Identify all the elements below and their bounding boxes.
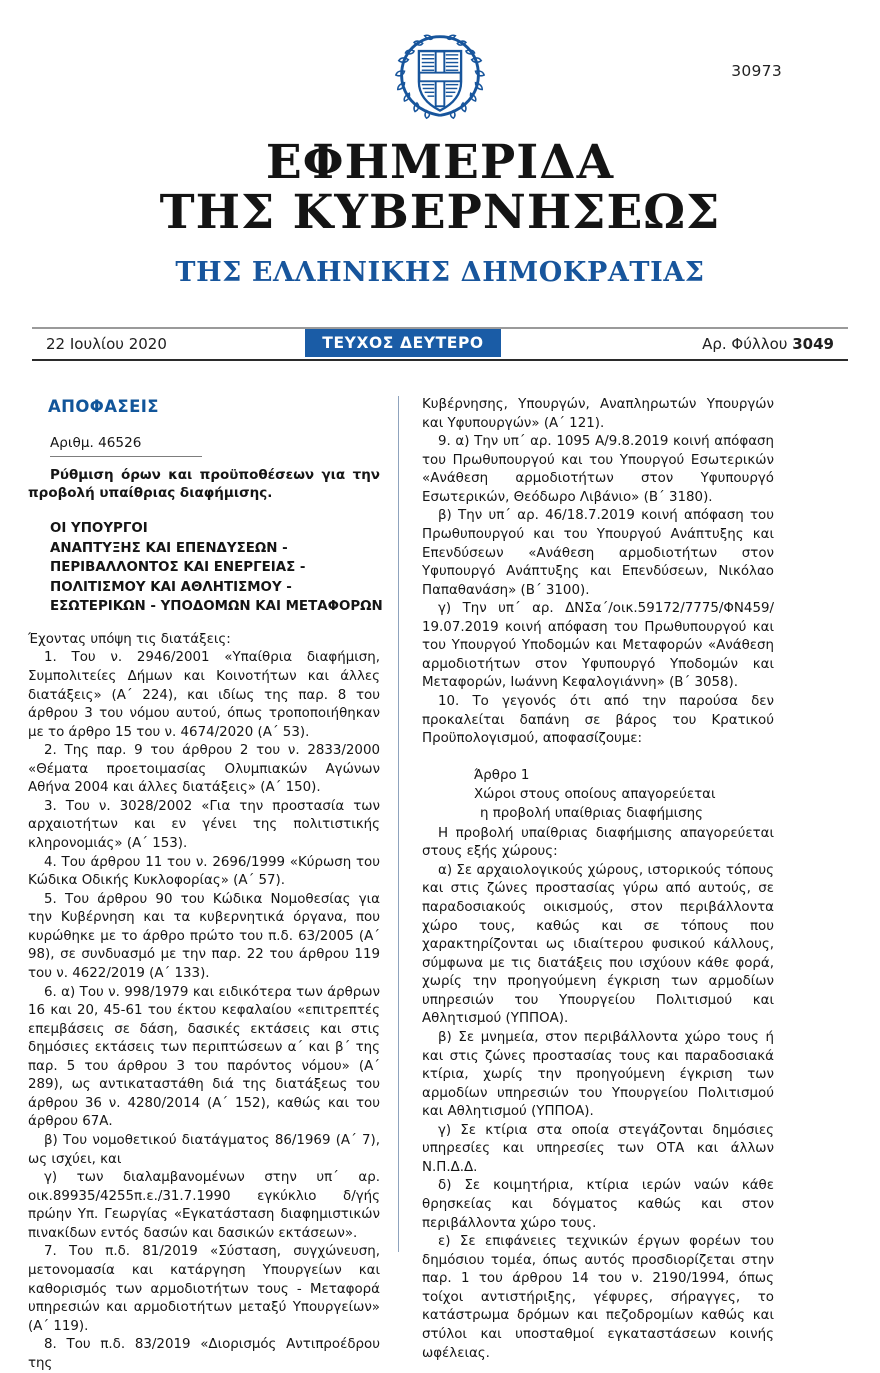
legal-reference-item: γ) Την υπ΄ αρ. ΔΝΣα΄/οικ.59172/7775/ΦΝ459/ 19.07.2019 κοινή απόφαση του Πρωθυπουργού και του Υπουργού Υποδομών και Μεταφορών «Ανάθεση αρμοδιοτήτων στον Υφυπουργό Υποδομών και Μεταφορών, Ιωάννη Κεφαλογιάννη» (Β΄ 3058). (422, 601, 774, 691)
article-intro: Η προβολή υπαίθριας διαφήμισης απαγορεύεται στους εξής χώρους: (422, 825, 774, 860)
legal-reference-item: 9. α) Την υπ΄ αρ. 1095 Α/9.8.2019 κοινή απόφαση του Πρωθυπουργού και του Υπουργού Εσωτερικών «Ανάθεση αρμοδιοτήτων στον Υφυπουργό Εσωτερικών, Θεόδωρο Λιβάνιο» (Β΄ 3180). (422, 434, 774, 505)
article-number: Άρθρο 1 (474, 767, 530, 783)
article-item: ε) Σε επιφάνειες τεχνικών έργων φορέων του δημόσιου τομέα, όπως αυτός προσδιορίζεται στην παρ. 1 του άρθρου 14 του ν. 2190/1994, όπως τοίχοι αντιστήριξης, γέφυρες, σήραγγες, το κατάστρωμα δρόμων και πεζοδρομίων καθώς και στύλοι και υποσταθμοί εγκαταστάσεων κοινής ωφέλειας. (422, 1234, 774, 1361)
left-column (28, 396, 383, 1373)
legal-reference-item: 3. Του ν. 3028/2002 «Για την προστασία των αρχαιοτήτων και εν γένει της πολιτιστικής κληρονομιάς» (Α΄ 153). (28, 798, 380, 852)
issue-sheet-label: Αρ. Φύλλου (702, 335, 793, 353)
preamble-text: Έχοντας υπόψη τις διατάξεις: (28, 631, 231, 647)
ministers-line: ΠΟΛΙΤΙΣΜΟΥ ΚΑΙ ΑΘΛΗΤΙΣΜΟΥ - (50, 579, 292, 595)
legal-reference-item: 8. Του π.δ. 83/2019 «Διορισμός Αντιπροέδρου της (28, 1337, 380, 1371)
issue-sheet-value: 3049 (792, 335, 834, 353)
issue-type-badge: ΤΕΥΧΟΣ ΔΕΥΤΕΡΟ (305, 329, 501, 357)
issue-bar-rule-bottom (32, 359, 848, 361)
masthead-title-line1: ΕΦΗΜΕΡΙΔΑ (265, 135, 615, 190)
greek-coat-of-arms-icon (392, 28, 488, 124)
article-item: δ) Σε κοιμητήρια, κτίρια ιερών ναών κάθε θρησκείας και δόγματος καθώς και στον περιβάλλοντα χώρο τους. (422, 1178, 774, 1231)
legal-reference-item: 4. Του άρθρου 11 του ν. 2696/1999 «Κύρωση του Κώδικα Οδικής Κυκλοφορίας» (Α΄ 57). (28, 854, 380, 889)
article-subject-line2: η προβολή υπαίθριας διαφήμισης (480, 805, 703, 821)
ministers-line: ΕΣΩΤΕΡΙΚΩΝ - ΥΠΟΔΟΜΩΝ ΚΑΙ ΜΕΤΑΦΟΡΩΝ (50, 599, 383, 615)
article-item: β) Σε μνημεία, στον περιβάλλοντα χώρο τους ή και στις ζώνες προστασίας τους και παραδοσιακά κτίρια, χωρίς την προηγούμενη έγκριση των αρμοδίων υπηρεσιών του Υπουργείου Πολιτισμού και Αθλητισμού (ΥΠΠΟΑ). (422, 1029, 774, 1120)
legal-reference-item: 2. Της παρ. 9 του άρθρου 2 του ν. 2833/2000 «Θέματα προετοιμασίας Ολυμπιακών Αγώνων Αθήνα 2004 και άλλες διατάξεις» (Α΄ 150). (28, 743, 380, 796)
page-number: 30973 (731, 62, 782, 80)
decision-number: Αριθμ. 46526 (50, 434, 142, 451)
article-heading (422, 766, 774, 823)
legal-reference-item: 6. α) Του ν. 998/1979 και ειδικότερα των άρθρων 16 και 20, 45-61 του έκτου κεφαλαίου «επιτρεπτές επεμβάσεις σε δάση, δασικές εκτάσεις και στις δημόσιες εκτάσεις των περιπτώσεων α΄ και β΄ της παρ. 5 του άρθρου 3 του παρόντος νόμου» (Α΄ 289), ως αντικαταστάθη διά της διατάξεως του άρθρου 36 ν. 4280/2014 (Α΄ 152), καθώς και του άρθρου 67Α. (28, 984, 380, 1130)
emblem-container (0, 28, 880, 128)
decision-number-rule (50, 456, 202, 457)
legal-reference-item: 1. Του ν. 2946/2001 «Υπαίθρια διαφήμιση, Συμπολιτείες Δήμων και Κοινοτήτων και άλλες διατάξεις» (Α΄ 224), και ιδίως της παρ. 8 του άρθρου 3 του νόμου αυτού, όπως τροποποιήθηκαν με το άρθρο 15 του ν. 4674/2020 (Α΄ 53). (28, 650, 380, 740)
ministers-line: ΟΙ ΥΠΟΥΡΓΟΙ (50, 521, 148, 537)
masthead (0, 135, 880, 288)
ministers-block (50, 519, 383, 617)
article-item: γ) Σε κτίρια στα οποία στεγάζονται δημόσιες υπηρεσίες και υπηρεσίες των ΟΤΑ και άλλων Ν.Π.Δ.Δ. (422, 1122, 774, 1175)
ministers-line: ΠΕΡΙΒΑΛΛΟΝΤΟΣ ΚΑΙ ΕΝΕΡΓΕΙΑΣ - (50, 560, 306, 576)
issue-sheet-number (702, 335, 834, 353)
legal-reference-item: 7. Του π.δ. 81/2019 «Σύσταση, συγχώνευση, μετονομασία και κατάργηση Υπουργείων και καθορισμός των αρμοδιοτήτων τους - Μεταφορά υπηρεσιών και αρμοδιοτήτων μεταξύ Υπουργείων» (Α΄ 119). (28, 1244, 380, 1334)
masthead-title-line2: ΤΗΣ ΚΥΒΕΡΝΗΣΕΩΣ (159, 185, 721, 241)
legal-reference-item: γ) των διαλαμβανομένων στην υπ΄ αρ. οικ.89935/4255π.ε./31.7.1990 εγκύκλιο δ/γής πρώην Υπ. Γεωργίας «Εγκατάσταση διαφημιστικών πινακίδων εντός δασών και δασικών εκτάσεων». (28, 1170, 380, 1241)
document-title: Ρύθμιση όρων και προϋποθέσεων για την προβολή υπαίθριας διαφήμισης. (28, 466, 380, 502)
column-divider (398, 396, 399, 1252)
legal-reference-item: 5. Του άρθρου 90 του Κώδικα Νομοθεσίας για την Κυβέρνηση και τα κυβερνητικά όργανα, που κυρώθηκε με το άρθρο πρώτο του π.δ. 63/2005 (Α΄ 98), σε συνδυασμό με την παρ. 22 του άρθρου 119 του ν. 4622/2019 (Α΄ 133). (28, 891, 380, 981)
article-subject-line1: Χώροι στους οποίους απαγορεύεται (474, 786, 716, 802)
right-column (422, 396, 774, 1363)
masthead-subtitle: ΤΗΣ ΕΛΛΗΝΙΚΗΣ ΔΗΜΟΚΡΑΤΙΑΣ (175, 256, 705, 288)
legal-reference-item: β) Του νομοθετικού διατάγματος 86/1969 (Α΄ 7), ως ισχύει, και (28, 1133, 380, 1167)
ministers-line: ΑΝΑΠΤΥΞΗΣ ΚΑΙ ΕΠΕΝΔΥΣΕΩΝ - (50, 540, 288, 556)
legal-reference-item: 10. Το γεγονός ότι από την παρούσα δεν προκαλείται δαπάνη σε βάρος του Κρατικού Προϋπολογισμού, αποφασίζουμε: (422, 694, 774, 747)
issue-date: 22 Ιουλίου 2020 (46, 335, 167, 353)
legal-reference-item: β) Την υπ΄ αρ. 46/18.7.2019 κοινή απόφαση του Πρωθυπουργού και του Υπουργού Ανάπτυξης και Επενδύσεων «Ανάθεση αρμοδιοτήτων στον Υφυπουργό Ανάπτυξης και Επενδύσεων, Νικόλαο Παπαθανάση» (Β΄ 3100). (422, 508, 774, 598)
continuation-text: Κυβέρνησης, Υπουργών, Αναπληρωτών Υπουργών και Υφυπουργών» (Α΄ 121). (422, 397, 774, 431)
article-item: α) Σε αρχαιολογικούς χώρους, ιστορικούς τόπους και στις ζώνες προστασίας γύρω από αυτούς, σε παραδοσιακούς οικισμούς, στον περιβάλλοντα χώρο τους, καθώς και σε τόπους που χαρακτηρίζονται ως ιδιαίτερου φυσικού κάλλους, σύμφωνα με τις διατάξεις που ισχύουν κάθε φορά, χωρίς την προηγούμενη έγκριση των αρμοδίων υπηρεσιών του Υπουργείου Πολιτισμού και Αθλητισμού (ΥΠΠΟΑ). (422, 862, 774, 1027)
issue-bar (32, 327, 848, 361)
section-heading-apofaseis: ΑΠΟΦΑΣΕΙΣ (48, 397, 159, 416)
